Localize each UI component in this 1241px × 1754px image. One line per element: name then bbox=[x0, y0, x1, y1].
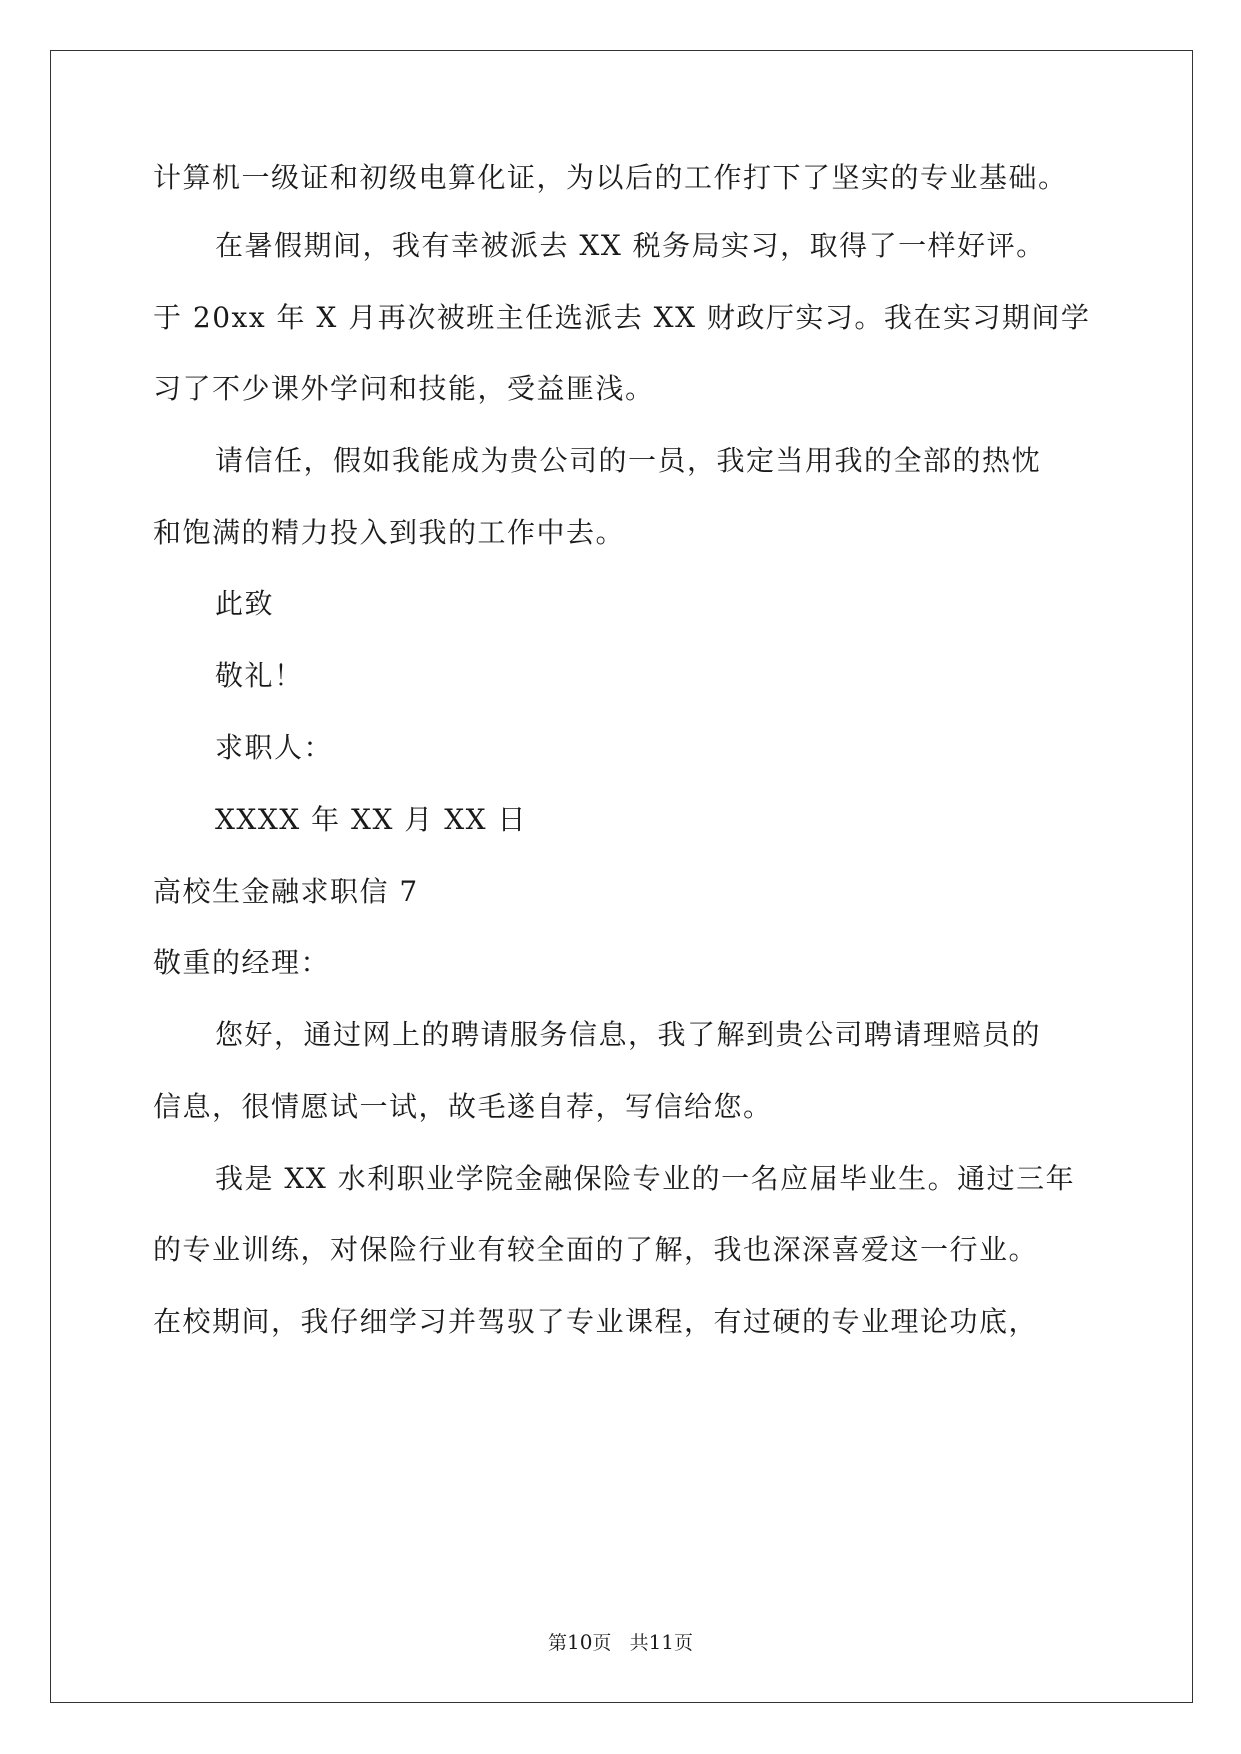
text-line: 请信任，假如我能成为贵公司的一员，我定当用我的全部的热忱 bbox=[215, 444, 1042, 477]
text-line: 计算机一级证和初级电算化证，为以后的工作打下了坚实的专业基础。 bbox=[153, 161, 1068, 194]
page-footer bbox=[0, 1630, 1241, 1655]
text-line: 和饱满的精力投入到我的工作中去。 bbox=[153, 516, 626, 549]
text-line: 信息，很情愿试一试，故毛遂自荐，写信给您。 bbox=[153, 1090, 773, 1123]
text-line: 于 20xx 年 X 月再次被班主任选派去 XX 财政厅实习。我在实习期间学 bbox=[153, 301, 1091, 334]
total-prefix: 共 bbox=[629, 1632, 649, 1654]
text-line: 求职人： bbox=[215, 731, 334, 764]
page-prefix: 第 bbox=[547, 1632, 567, 1654]
total-suffix: 页 bbox=[674, 1632, 694, 1654]
text-line: 我是 XX 水利职业学院金融保险专业的一名应届毕业生。通过三年 bbox=[215, 1162, 1076, 1195]
salutation: 敬重的经理： bbox=[153, 946, 331, 979]
text-line: 敬礼！ bbox=[215, 659, 304, 692]
page-total: 11 bbox=[648, 1630, 675, 1654]
text-line: 的专业训练，对保险行业有较全面的了解，我也深深喜爱这一行业。 bbox=[153, 1233, 1039, 1266]
section-heading: 高校生金融求职信 7 bbox=[153, 875, 419, 908]
text-line: 您好，通过网上的聘请服务信息，我了解到贵公司聘请理赔员的 bbox=[215, 1018, 1042, 1051]
text-line: 在暑假期间，我有幸被派去 XX 税务局实习，取得了一样好评。 bbox=[215, 229, 1046, 262]
page-current: 10 bbox=[566, 1630, 593, 1654]
page-suffix: 页 bbox=[592, 1632, 612, 1654]
text-line: 习了不少课外学问和技能，受益匪浅。 bbox=[153, 372, 655, 405]
text-line: XXXX 年 XX 月 XX 日 bbox=[215, 803, 527, 836]
text-line: 在校期间，我仔细学习并驾驭了专业课程，有过硬的专业理论功底， bbox=[153, 1305, 1039, 1338]
text-line: 此致 bbox=[215, 587, 275, 620]
